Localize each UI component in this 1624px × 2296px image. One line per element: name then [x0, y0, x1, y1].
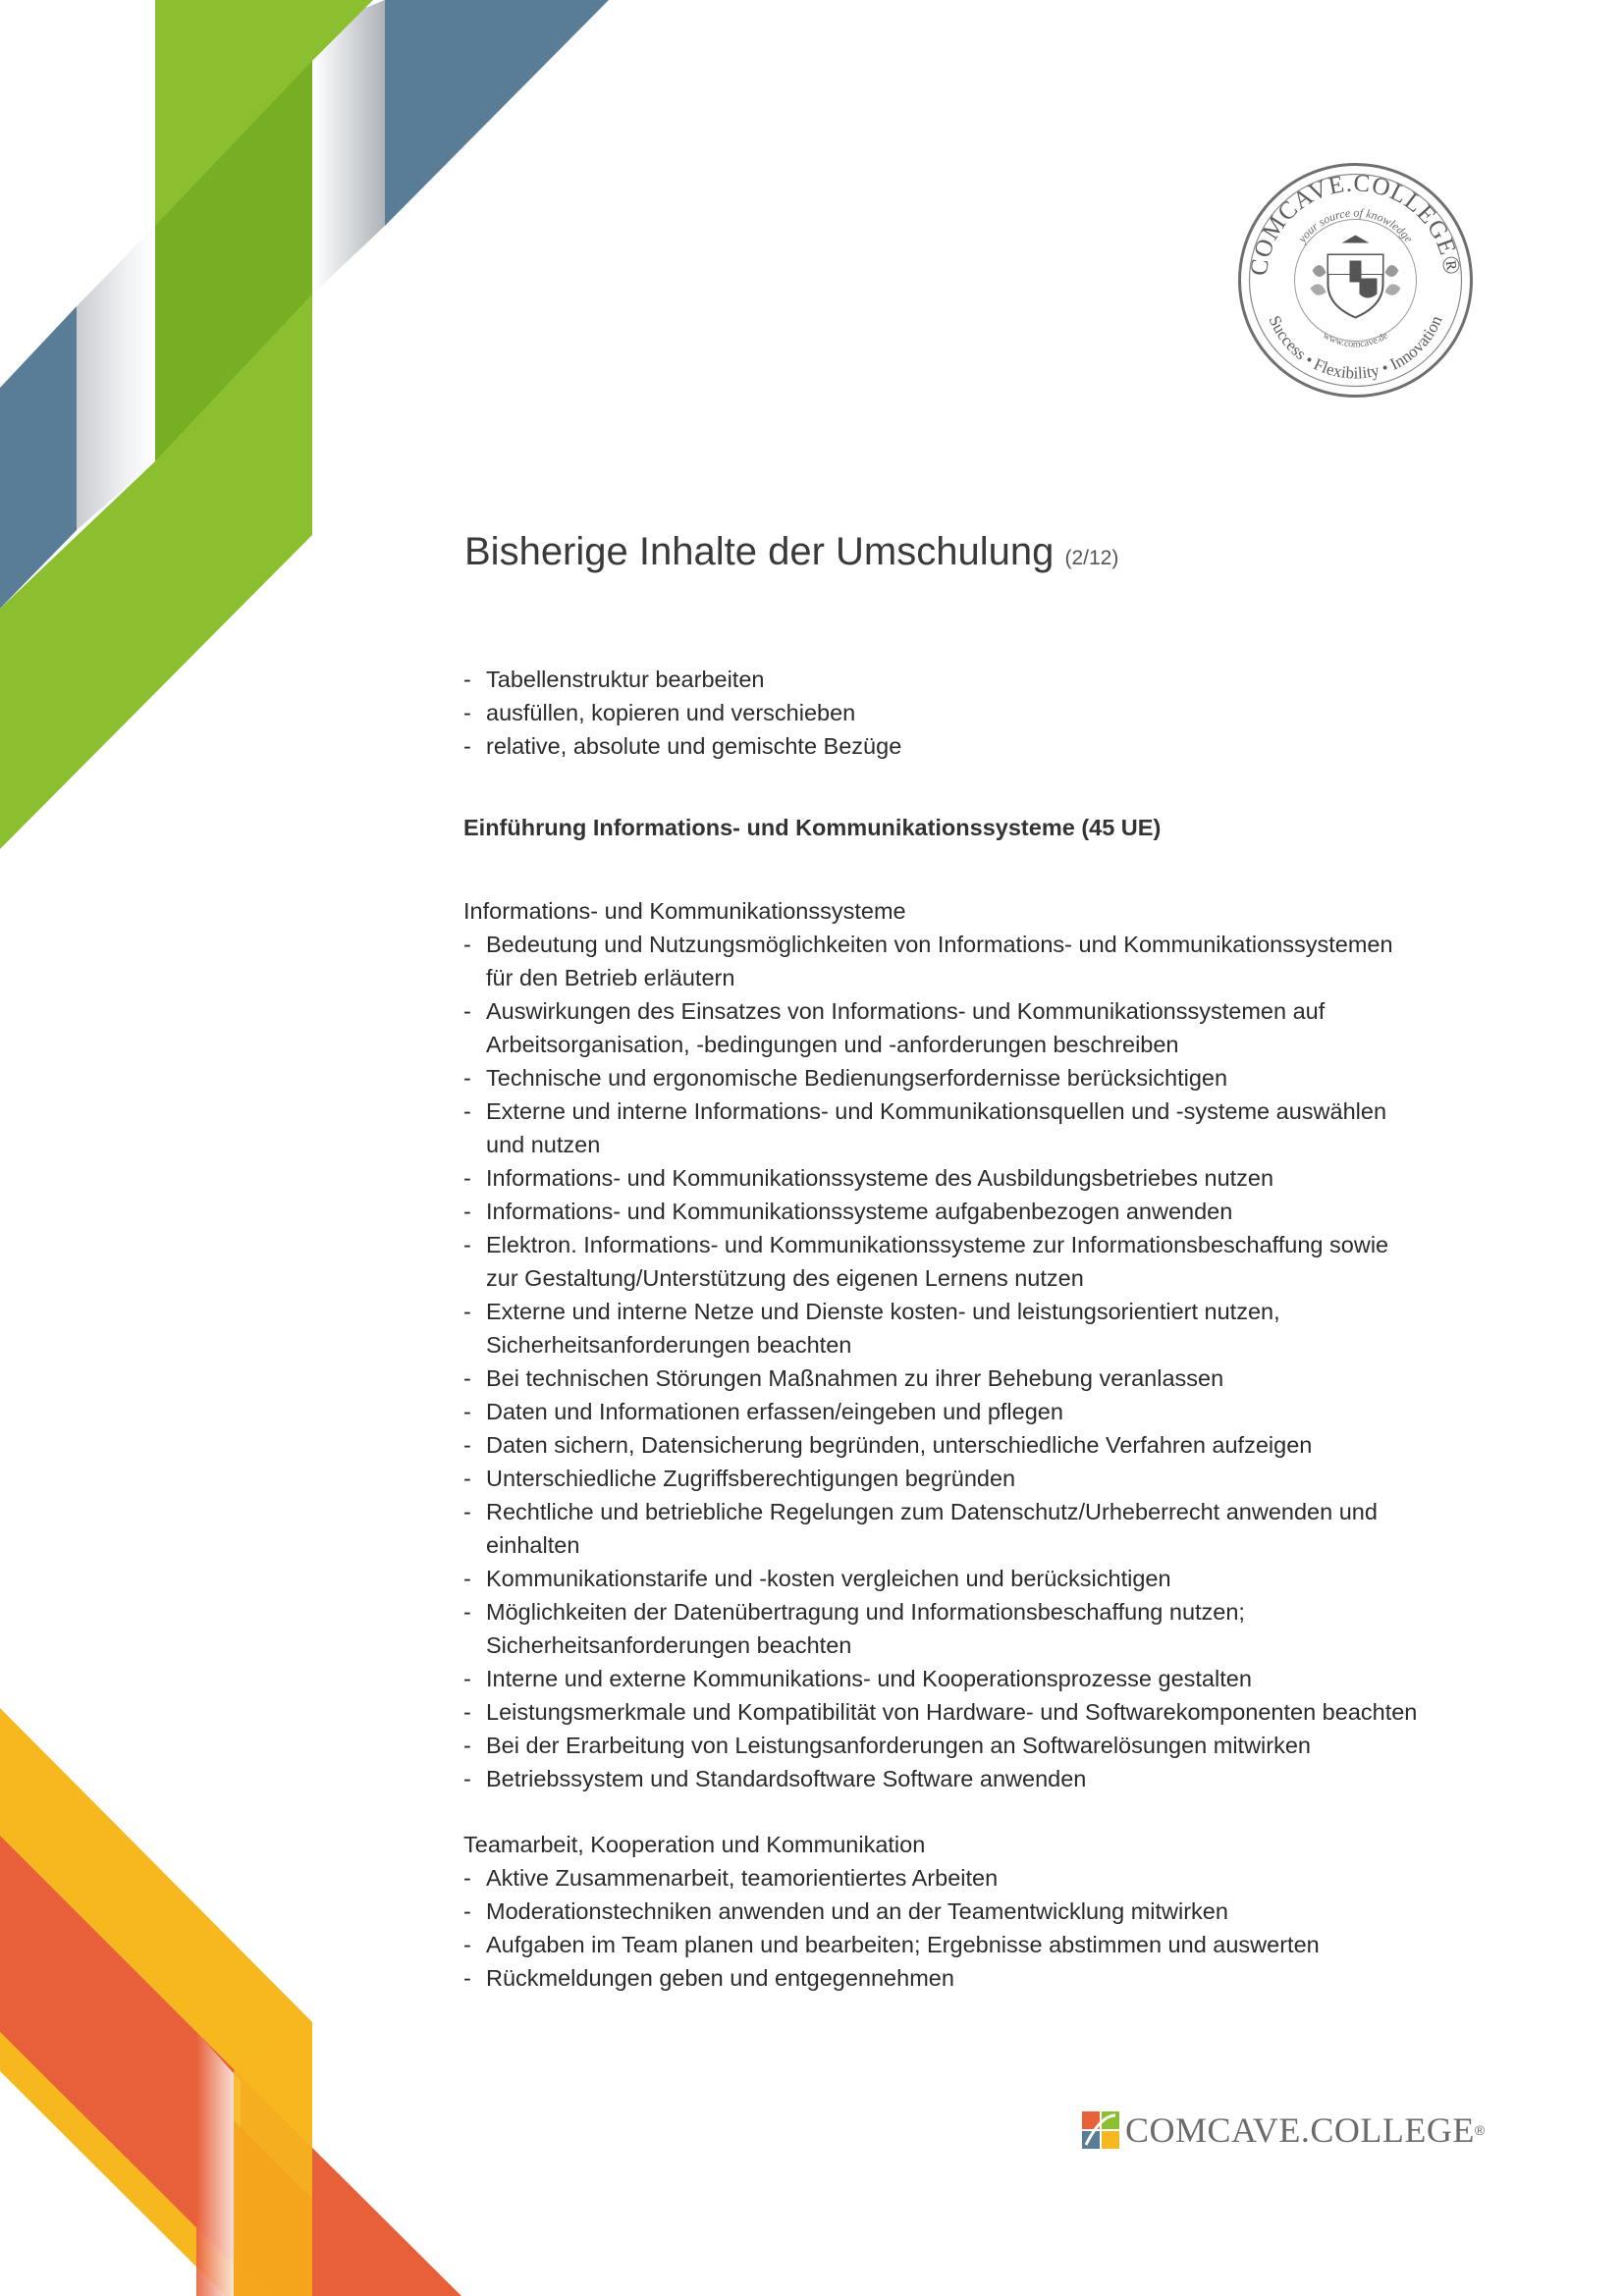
list-item-line: - Informations- und Kommunikationssysteme des Ausbildungsbetriebes nutzen — [486, 1165, 1274, 1191]
list-item-line: - Aktive Zusammenarbeit, teamorientiertes Arbeiten — [486, 1865, 999, 1891]
footer-brand-name: COMCAVE.COLLEGE — [1125, 2110, 1475, 2150]
list-item — [463, 928, 1417, 994]
list-item-line: - Unterschiedliche Zugriffsberechtigungen begründen — [486, 1466, 1016, 1491]
list-item-line: - Daten sichern, Datensicherung begründen, unterschiedliche Verfahren aufzeigen — [486, 1432, 1313, 1458]
college-seal — [1235, 160, 1476, 400]
list-item-line: - Tabellenstruktur bearbeiten — [486, 667, 765, 692]
page-title — [464, 530, 1118, 574]
list-item — [463, 994, 1417, 1061]
list-item — [463, 1495, 1417, 1562]
svg-text:Success • Flexibility • Innova: Success • Flexibility • Innovation — [1265, 312, 1446, 383]
list-item-line: - Interne und externe Kommunikations- und Kooperationsprozesse gestalten — [486, 1666, 1252, 1691]
list-item — [463, 729, 901, 763]
list-item — [463, 1195, 1417, 1228]
svg-text:www.comcave.de: www.comcave.de — [1321, 330, 1390, 350]
page-indicator: (2/12) — [1064, 547, 1119, 569]
list-item — [463, 1861, 1320, 1895]
list-item-line: - Bei technischen Störungen Maßnahmen zu ihrer Behebung veranlassen — [486, 1365, 1224, 1391]
list-item — [463, 1095, 1417, 1161]
list-item — [463, 1595, 1417, 1662]
list-item-line: - Rückmeldungen geben und entgegennehmen — [486, 1965, 954, 1991]
list-item-line: für den Betrieb erläutern — [486, 965, 735, 990]
svg-text:COMCAVE.COLLEGE®: COMCAVE.COLLEGE® — [1245, 170, 1466, 278]
list-item — [463, 1061, 1417, 1095]
list-item — [463, 1662, 1417, 1695]
list-item-line: einhalten — [486, 1532, 580, 1558]
brand-mark-icon — [1082, 2111, 1119, 2149]
list-item — [463, 696, 901, 729]
list-item — [463, 1395, 1417, 1428]
list-item-line: Arbeitsorganisation, -bedingungen und -anforderungen beschreiben — [486, 1032, 1179, 1057]
list-item — [463, 1928, 1320, 1961]
list-item-line: - Externe und interne Informations- und Kommunikationsquellen und -systeme auswählen — [486, 1098, 1387, 1124]
list-item-line: - Bei der Erarbeitung von Leistungsanforderungen an Softwarelösungen mitwirken — [486, 1733, 1311, 1758]
intro-list — [463, 663, 901, 763]
list-item-line: - Informations- und Kommunikationssysteme aufgabenbezogen anwenden — [486, 1199, 1233, 1224]
list-item-line: - Auswirkungen des Einsatzes von Informations- und Kommunikationssystemen auf — [486, 998, 1326, 1024]
list-item — [463, 1161, 1417, 1195]
subsection-2-title: Teamarbeit, Kooperation und Kommunikation — [463, 1832, 926, 1857]
list-item-line: - Daten und Informationen erfassen/eingeben und pflegen — [486, 1399, 1063, 1424]
title-text: Bisherige Inhalte der Umschulung — [464, 530, 1055, 573]
list-item-line: - Moderationstechniken anwenden und an der Teamentwicklung mitwirken — [486, 1898, 1228, 1924]
list-item-line: - Aufgaben im Team planen und bearbeiten; Ergebnisse abstimmen und auswerten — [486, 1932, 1320, 1957]
footer-registered: ® — [1474, 2122, 1486, 2138]
svg-text:your source of knowledge: your source of knowledge — [1294, 205, 1417, 245]
subsection-1-title: Informations- und Kommunikationssysteme — [463, 898, 906, 924]
list-item — [463, 1695, 1417, 1729]
list-item — [463, 663, 901, 696]
list-item-line: - Externe und interne Netze und Dienste kosten- und leistungsorientiert nutzen, — [486, 1299, 1280, 1324]
list-item-line: Sicherheitsanforderungen beachten — [486, 1632, 852, 1658]
list-item — [463, 1462, 1417, 1495]
list-item — [463, 1228, 1417, 1295]
list-item-line: zur Gestaltung/Unterstützung des eigenen Lernens nutzen — [486, 1265, 1084, 1291]
blue-stripe-top — [385, 0, 609, 226]
list-item-line: - Leistungsmerkmale und Kompatibilität von Hardware- und Softwarekomponenten beachten — [486, 1699, 1418, 1725]
list-item — [463, 1562, 1417, 1595]
section-heading: Einführung Informations- und Kommunikationssysteme (45 UE) — [463, 815, 1162, 840]
list-item-line: Sicherheitsanforderungen beachten — [486, 1332, 852, 1358]
list-item — [463, 1428, 1417, 1462]
list-item — [463, 1295, 1417, 1362]
list-item-line: - Kommunikationstarife und -kosten vergleichen und berücksichtigen — [486, 1566, 1171, 1591]
list-item-line: - Elektron. Informations- und Kommunikationssysteme zur Informationsbeschaffung sowie — [486, 1232, 1389, 1257]
list-item-line: - Technische und ergonomische Bedienungserfordernisse berücksichtigen — [486, 1065, 1228, 1091]
list-item — [463, 1895, 1320, 1928]
footer-logo — [1082, 2110, 1485, 2150]
list-item-line: - Betriebssystem und Standardsoftware Software anwenden — [486, 1766, 1087, 1791]
list-item — [463, 1362, 1417, 1395]
list-item-line: - Rechtliche und betriebliche Regelungen zum Datenschutz/Urheberrecht anwenden und — [486, 1499, 1378, 1524]
list-item-line: - Möglichkeiten der Datenübertragung und Informationsbeschaffung nutzen; — [486, 1599, 1245, 1625]
subsection-2-list — [463, 1861, 1320, 1995]
subsection-1-list — [463, 928, 1417, 1795]
list-item — [463, 1961, 1320, 1995]
list-item-line: - Bedeutung und Nutzungsmöglichkeiten von Informations- und Kommunikationssystemen — [486, 932, 1393, 957]
list-item-line: und nutzen — [486, 1132, 601, 1157]
list-item — [463, 1729, 1417, 1762]
list-item-line: - relative, absolute und gemischte Bezüge — [486, 733, 902, 759]
list-item-line: - ausfüllen, kopieren und verschieben — [486, 700, 856, 725]
list-item — [463, 1762, 1417, 1795]
